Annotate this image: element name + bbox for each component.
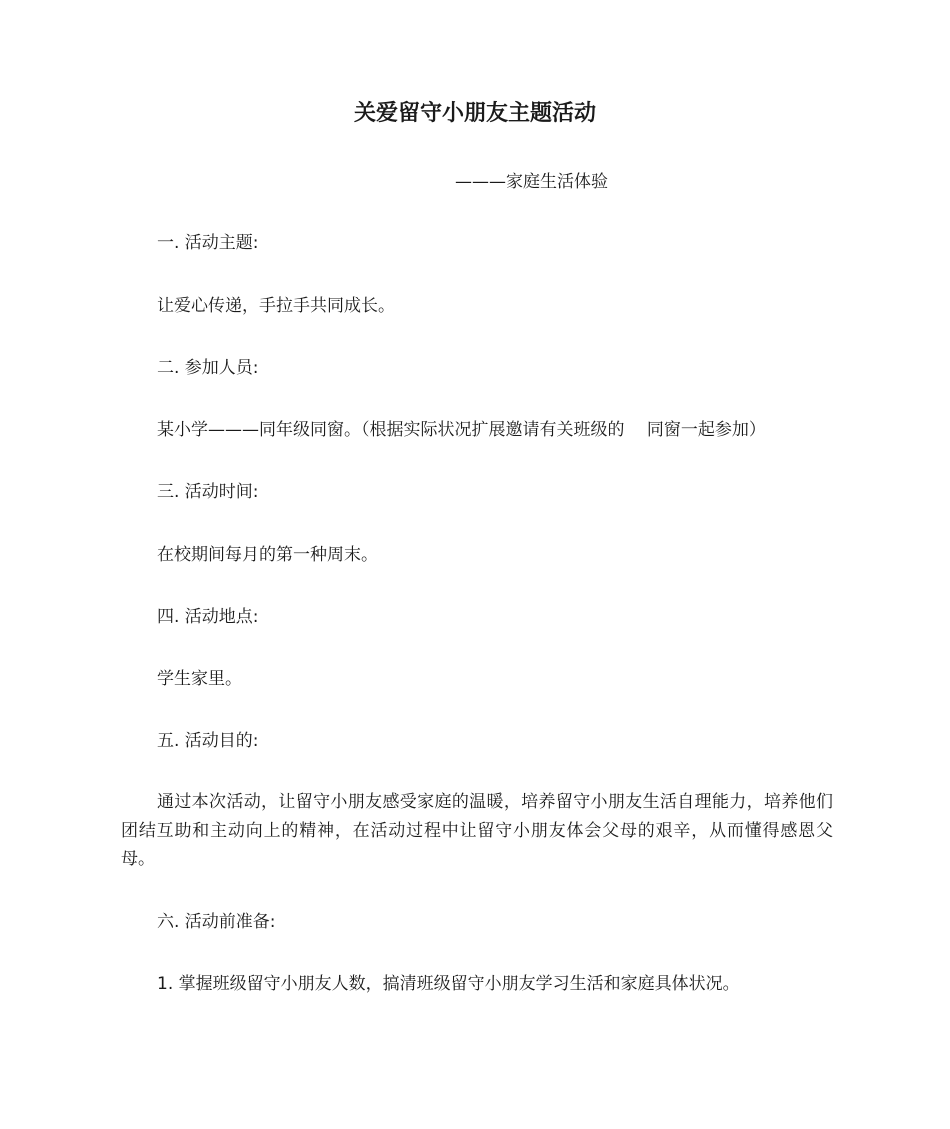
section-body-purpose: 通过本次活动，让留守小朋友感受家庭的温暖，培养留守小朋友生活自理能力，培养他们团结互助和主动向上的精神，在活动过程中让留守小朋友体会父母的艰辛，从而懂得感恩父母。 bbox=[121, 792, 833, 869]
section-heading-location: 四. 活动地点: bbox=[157, 607, 259, 627]
section-body-time: 在校期间每月的第一种周末。 bbox=[157, 545, 378, 565]
section-body-participants: 某小学———同年级同窗。（根据实际状况扩展邀请有关班级的 同窗一起参加） bbox=[157, 420, 766, 440]
section-body-location: 学生家里。 bbox=[157, 669, 242, 689]
section-heading-purpose: 五. 活动目的: bbox=[157, 731, 259, 751]
section-heading-participants: 二. 参加人员: bbox=[157, 358, 259, 378]
section-body-preparation-item-1: 1. 掌握班级留守小朋友人数，搞清班级留守小朋友学习生活和家庭具体状况。 bbox=[157, 974, 740, 994]
section-heading-theme: 一. 活动主题: bbox=[157, 233, 259, 253]
document-subtitle: ———家庭生活体验 bbox=[455, 172, 608, 192]
section-heading-time: 三. 活动时间: bbox=[157, 482, 259, 502]
section-body-theme: 让爱心传递，手拉手共同成长。 bbox=[157, 296, 395, 316]
document-title: 关爱留守小朋友主题活动 bbox=[353, 101, 596, 126]
section-heading-preparation: 六. 活动前准备: bbox=[157, 912, 276, 932]
